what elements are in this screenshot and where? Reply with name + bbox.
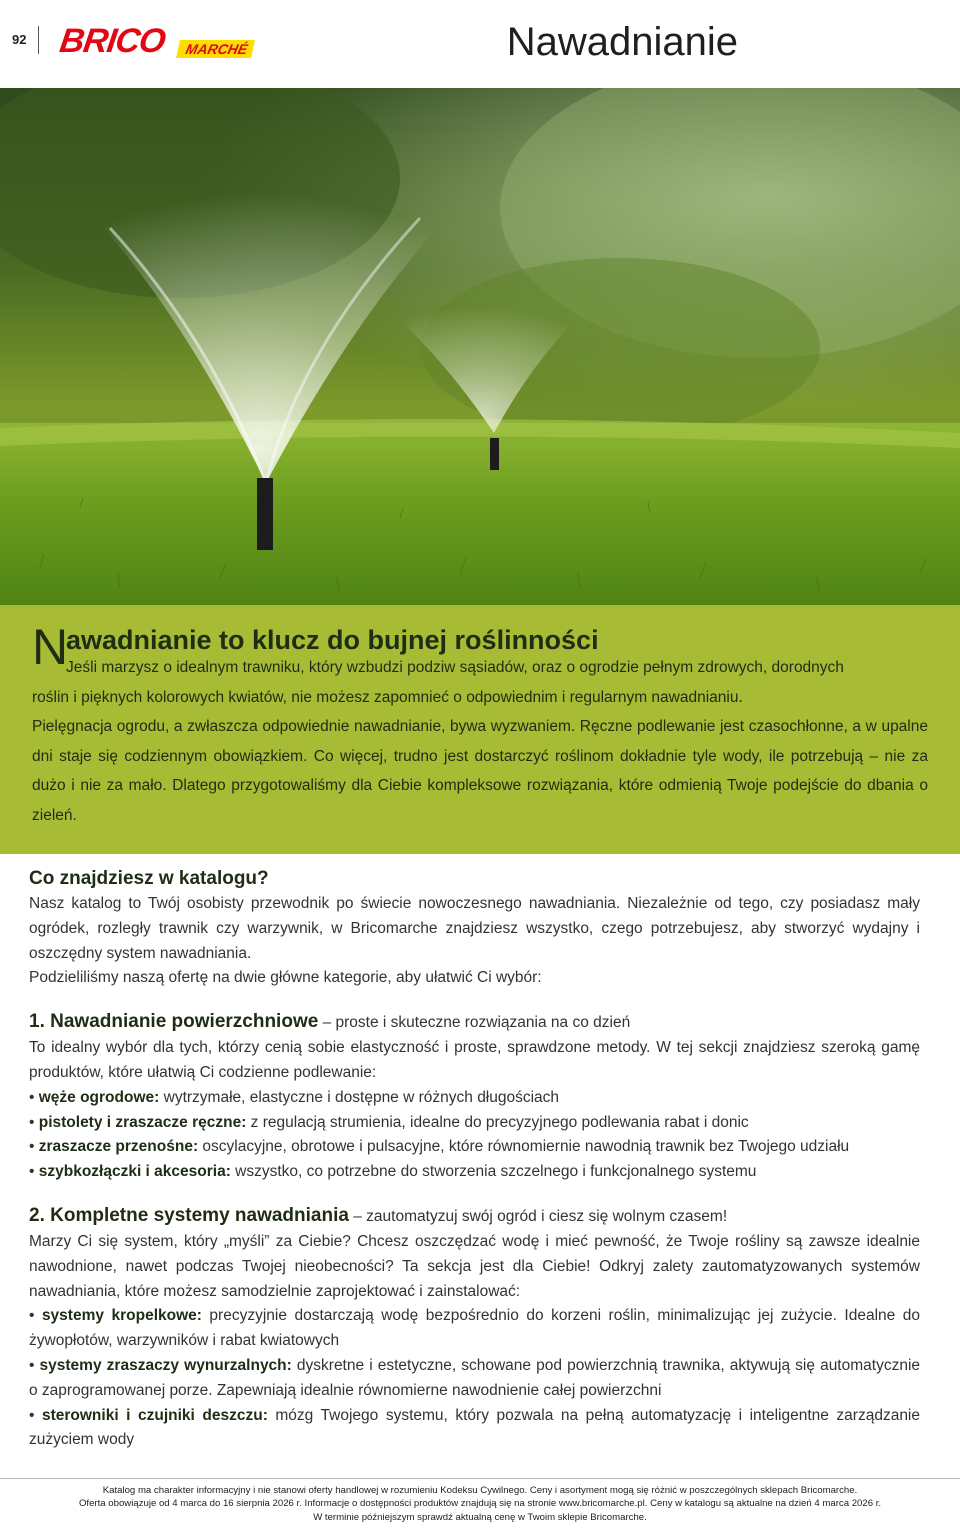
- footer-line-1: Katalog ma charakter informacyjny i nie stanowi oferty handlowej w rozumieniu Kodeksu Cywilnego. Ceny i asortyment mogą się różnić w poszczególnych sklepach Bricomarche.: [102, 1485, 858, 1496]
- main-content: [29, 866, 920, 1453]
- page-header: [0, 0, 960, 88]
- bullet-desc: precyzyjnie dostarczają wodę bezpośrednio do korzeni roślin, minimalizując jej zużycie. Idealne do żywopłotów, warzywników i rabat kwiatowych: [29, 1307, 921, 1350]
- list-item: • zraszacze przenośne: oscylacyjne, obrotowe i pulsacyjne, które równomiernie nawodnią trawnik bez Twojego udziału: [29, 1138, 850, 1156]
- intro-title-text: awadnianie to klucz do bujnej roślinności: [66, 625, 599, 655]
- intro-dropcap: N: [32, 619, 69, 675]
- list-item: • systemy kropelkowe: precyzyjnie dostarczają wodę bezpośrednio do korzeni roślin, minimalizując jej zużycie. Idealne do żywopłotów, warzywników i rabat kwiatowych: [29, 1307, 921, 1350]
- bullet-term: pistolety i zraszacze ręczne:: [38, 1113, 247, 1131]
- bullet-term: sterowniki i czujniki deszczu:: [41, 1406, 268, 1424]
- bricomarche-logo: [57, 22, 260, 64]
- catalog-categories-note: Podzieliliśmy naszą ofertę na dwie główne kategorie, aby ułatwić Ci wybór:: [29, 969, 542, 987]
- bullet-term: systemy zraszaczy wynurzalnych:: [39, 1356, 292, 1374]
- legal-footer: [0, 1484, 960, 1524]
- intro-band: [0, 605, 960, 854]
- list-item: • systemy zraszaczy wynurzalnych: dyskretne i estetyczne, schowane pod powierzchnią trawnika, aktywują się automatycznie o zaprogramowanej porze. Zapewniają idealnie równomierne nawodnienie całej powierzchni: [29, 1356, 921, 1399]
- bullet-desc: wszystko, co potrzebne do stworzenia szczelnego i funkcjonalnego systemu: [230, 1163, 757, 1181]
- bullet-term: węże ogrodowe:: [38, 1088, 160, 1106]
- footer-line-3: W terminie późniejszym sprawdź aktualną cenę w Twoim sklepie Bricomarche.: [313, 1511, 647, 1523]
- intro-first-line: Jeśli marzysz o idealnym trawniku, który wzbudzi podziw sąsiadów, oraz o ogrodzie pełnym zdrowych, dorodnych: [66, 659, 844, 676]
- catalog-heading: Co znajdziesz w katalogu?: [29, 868, 269, 889]
- section1-heading: [29, 1009, 920, 1036]
- bullet-term: szybkozłączki i akcesoria:: [38, 1163, 231, 1181]
- bullet-desc: oscylacyjne, obrotowe i pulsacyjne, które równomiernie nawodnią trawnik bez Twojego udziału: [198, 1138, 850, 1156]
- bullet-desc: dyskretne i estetyczne, schowane pod powierzchnią trawnika, aktywują się automatycznie o zaprogramowanej porze. Zapewniają idealnie równomierne nawodnienie całej powierzchni: [29, 1356, 921, 1399]
- list-item: • szybkozłączki i akcesoria: wszystko, co potrzebne do stworzenia szczelnego i funkcjonalnego systemu: [29, 1163, 757, 1181]
- section1-intro: To idealny wybór dla tych, którzy cenią sobie elastyczność i proste, sprawdzone metody. W tej sekcji znajdziesz szeroką gamę produktów, które ułatwią Ci codzienne podlewanie:: [29, 1039, 920, 1081]
- intro-paragraph-2: Pielęgnacja ogrodu, a zwłaszcza odpowiednie nawadnianie, bywa wyzwaniem. Ręczne podlewanie jest czasochłonne, a w upalne dni staje się codziennym obowiązkiem. Co więcej, trudno jest dostarczyć roślinom dokładnie tyle wody, ile potrzebują – nie za dużo i nie za mało. Dlatego przygotowaliśmy dla Ciebie kompleksowe rozwiązania, które odmienią Twoje podejście do dbania o zieleń.: [32, 718, 928, 824]
- logo-brico: BRICO: [57, 22, 168, 60]
- section2-intro: Marzy Ci się system, który „myśli” za Ciebie? Chcesz oszczędzać wodę i mieć pewność, że Twoje rośliny są zawsze idealnie nawodnione, nawet podczas Twojej nieobecności? Ta sekcja jest dla Ciebie! Odkryj zalety zautomatyzowanych systemów nawadniania, które możesz samodzielnie zaprojektować i zainstalować:: [29, 1232, 920, 1300]
- list-item: • węże ogrodowe: wytrzymałe, elastyczne i dostępne w różnych długościach: [29, 1088, 560, 1106]
- catalog-paragraph: Nasz katalog to Twój osobisty przewodnik po świecie nowoczesnego nawadniania. Niezależnie od tego, czy posiadasz mały ogródek, rozległy trawnik czy warzywnik, w Bricomarche znajdziesz wszystko, czego potrzebujesz, aby stworzyć wydajny i oszczędny system nawadniania.: [29, 895, 920, 962]
- intro-first-rest: roślin i pięknych kolorowych kwiatów, nie możesz zapomnieć o odpowiednim i regularnym nawadnianiu.: [32, 688, 743, 706]
- hero-photo: [0, 88, 960, 605]
- section2-bullets: [29, 1304, 920, 1453]
- bullet-desc: mózg Twojego systemu, który pozwala na pełną automatyzację i inteligentne zarządzanie zużyciem wody: [29, 1406, 921, 1449]
- section2-title: 2. Kompletne systemy nawadniania: [29, 1204, 349, 1226]
- section1-subtitle: – proste i skuteczne rozwiązania na co dzień: [318, 1014, 631, 1032]
- section1-bullets: [29, 1086, 920, 1185]
- page-number: 92: [12, 32, 27, 47]
- section2-subtitle: – zautomatyzuj swój ogród i ciesz się wolnym czasem!: [348, 1207, 728, 1225]
- section-title: Nawadnianie: [506, 20, 738, 64]
- header-divider: [38, 26, 39, 54]
- bullet-term: zraszacze przenośne:: [38, 1138, 199, 1156]
- footer-line-2: Oferta obowiązuje od 4 marca do 16 sierpnia 2026 r. Informacje o dostępności produktów znajdują się na stronie www.bricomarche.pl. Ceny w katalogu są aktualne na dzień 4 marca 2026 r.: [78, 1498, 882, 1510]
- footer-divider: [0, 1478, 960, 1479]
- list-item: • pistolety i zraszacze ręczne: z regulacją strumienia, idealne do precyzyjnego podlewania rabat i donic: [29, 1113, 749, 1131]
- bullet-desc: z regulacją strumienia, idealne do precyzyjnego podlewania rabat i donic: [246, 1113, 749, 1131]
- bullet-term: systemy kropelkowe:: [41, 1307, 202, 1325]
- list-item: • sterowniki i czujniki deszczu: mózg Twojego systemu, który pozwala na pełną automatyzację i inteligentne zarządzanie zużyciem wody: [29, 1406, 921, 1449]
- intro-paragraph-1: [32, 653, 928, 712]
- bullet-desc: wytrzymałe, elastyczne i dostępne w różnych długościach: [159, 1088, 560, 1106]
- section2-heading: [29, 1203, 920, 1230]
- sprinkler-lawn-image: [0, 88, 960, 605]
- section1-title: 1. Nawadnianie powierzchniowe: [29, 1011, 319, 1033]
- logo-marche: MARCHÉ: [176, 40, 255, 58]
